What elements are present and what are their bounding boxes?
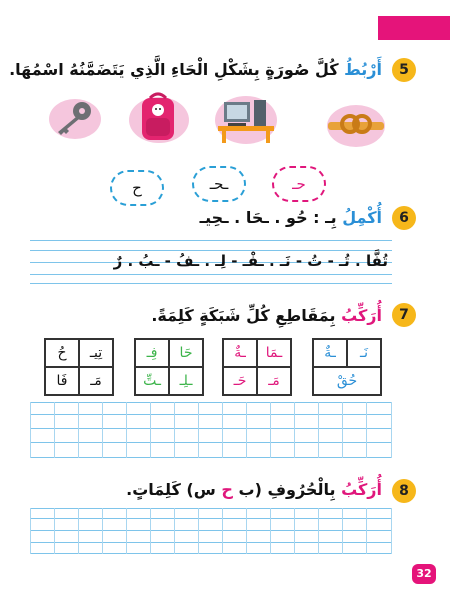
exercise-8-text-a: بِالْحُرُوفِ (ب <box>238 480 336 499</box>
grid-3-cell: مَـ <box>257 367 291 395</box>
grid-2-cell: ـتِّ <box>135 367 169 395</box>
grid-2-cell: فِـ <box>135 339 169 367</box>
syllable-grid-3 <box>222 338 292 396</box>
grid-2-cell: ـلِـ <box>169 367 203 395</box>
grid-1-cell: مَـ <box>79 367 113 395</box>
exercise-7-number: 7 <box>392 303 416 327</box>
grid-4-cell: نَـ <box>347 339 381 367</box>
exercise-6-verb: أُكْمِلُ <box>342 208 382 227</box>
exercise-5-instruction <box>9 60 382 79</box>
knot-icon[interactable] <box>326 104 386 152</box>
exercise-6-instruction <box>200 208 382 227</box>
handwriting-lines-ex8[interactable] <box>30 508 392 554</box>
corner-tab <box>378 16 450 40</box>
grid-3-cell: ـمَا <box>257 339 291 367</box>
exercise-5-text: كُلَّ صُورَةٍ بِشَكْلِ الْحَاءِ الَّذِي يَتَضَمَّنُهُ اسْمُهَا. <box>9 60 339 79</box>
handwriting-lines-ex7[interactable] <box>30 402 392 458</box>
syllable-grid-4 <box>312 338 382 396</box>
cloud-letter-initial[interactable]: حـ <box>272 166 326 202</box>
computer-desk-icon[interactable] <box>214 90 278 150</box>
exercise-6-syllables: تُفَّا . تُـ - تُ - نَـ . ـفْـ - لِـ . ـفُ - ـبُ . رٌ <box>113 252 388 270</box>
grid-1-cell: تِيـ <box>79 339 113 367</box>
syllable-grid-1 <box>44 338 114 396</box>
exercise-5-number: 5 <box>392 58 416 82</box>
exercise-8-verb: أُرَكِّبُ <box>341 480 382 499</box>
exercise-8-text-b: س) كَلِمَاتٍ. <box>126 480 216 499</box>
page-number: 32 <box>412 564 436 584</box>
grid-2-cell: حَا <box>169 339 203 367</box>
grid-4-cell: حُقْ <box>313 367 381 395</box>
backpack-icon[interactable] <box>128 92 190 148</box>
cloud-letter-middle[interactable]: ـحـ <box>192 166 246 202</box>
key-icon[interactable] <box>48 98 102 144</box>
exercise-8-letter: ح <box>221 480 233 499</box>
exercise-8-number: 8 <box>392 479 416 503</box>
exercise-6-text: بِـ : حُو . ـحَا . ـحِيـ <box>199 208 337 227</box>
grid-4-cell: ـةٌ <box>313 339 347 367</box>
exercise-7-text: بِمَقَاطِعِ كُلِّ شَبَكَةٍ كَلِمَةً. <box>151 306 336 325</box>
exercise-5-verb: أَرْبُطُ <box>344 60 382 79</box>
grid-1-cell: حُ <box>45 339 79 367</box>
grid-3-cell: ـةٌ <box>223 339 257 367</box>
grid-3-cell: حَـ <box>223 367 257 395</box>
grid-1-cell: فَا <box>45 367 79 395</box>
cloud-letter-isolated[interactable]: ح <box>110 170 164 206</box>
exercise-7-instruction <box>151 306 382 325</box>
exercise-8-instruction <box>126 480 382 499</box>
exercise-7-verb: أُرَكِّبُ <box>341 306 382 325</box>
exercise-6-number: 6 <box>392 206 416 230</box>
syllable-grid-2 <box>134 338 204 396</box>
